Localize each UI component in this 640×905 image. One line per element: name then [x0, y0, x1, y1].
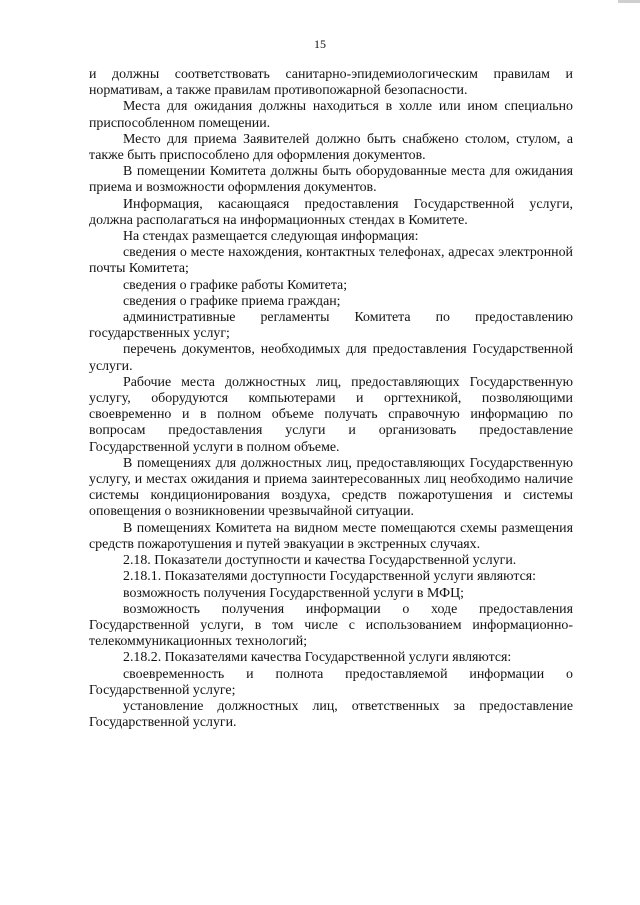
list-item: возможность получения информации о ходе предоставления Государственной услуги, в том числе с использованием информационно-телекоммуникационных технологий;: [89, 601, 573, 650]
paragraph: В помещениях Комитета на видном месте помещаются схемы размещения средств пожаротушения и путей эвакуации в экстренных случаях.: [89, 520, 573, 552]
paragraph: В помещениях для должностных лиц, предоставляющих Государственную услугу, и местах ожидания и приема заинтересованных лиц необходимо наличие системы кондиционирования воздуха, средств пожаротушения и системы оповещения о возникновении чрезвычайной ситуации.: [89, 455, 573, 520]
list-item: возможность получения Государственной услуги в МФЦ;: [123, 585, 464, 601]
subsection-heading: 2.18.2. Показателями качества Государственной услуги являются:: [123, 650, 512, 666]
list-item: сведения о месте нахождения, контактных телефонах, адресах электронной почты Комитета;: [89, 245, 573, 277]
paragraph: Места для ожидания должны находиться в холле или ином специально приспособленном помещении.: [89, 99, 573, 131]
list-item: сведения о графике приема граждан;: [123, 293, 341, 309]
paragraph: Информация, касающаяся предоставления Государственной услуги, должна располагаться на информационных стендах в Комитете.: [89, 196, 573, 228]
list-item: установление должностных лиц, ответственных за предоставление Государственной услуги.: [89, 698, 573, 731]
scan-edge-mark: [618, 0, 640, 3]
paragraph: Рабочие места должностных лиц, предоставляющих Государственную услугу, оборудуются компьютерами и оргтехникой, позволяющими своевременно и в полном объеме получать справочную информацию по вопросам предоставления услуги и организовать предоставление Государственной услуги в полном объеме.: [89, 374, 573, 455]
paragraph: Место для приема Заявителей должно быть снабжено столом, стулом, а также быть приспособлено для оформления документов.: [89, 131, 573, 164]
paragraph: и должны соответствовать санитарно-эпидемиологическим правилам и нормативам, а также правилам противопожарной безопасности.: [89, 67, 573, 99]
list-item: своевременность и полнота предоставляемой информации о Государственной услуге;: [89, 666, 573, 698]
paragraph: В помещении Комитета должны быть оборудованные места для ожидания приема и возможности оформления документов.: [89, 164, 573, 196]
document-body: [89, 67, 573, 731]
subsection-heading: 2.18.1. Показателями доступности Государственной услуги являются:: [123, 569, 537, 585]
list-item: сведения о графике работы Комитета;: [123, 277, 348, 293]
section-heading: 2.18. Показатели доступности и качества Государственной услуги.: [123, 553, 517, 569]
list-item: перечень документов, необходимых для предоставления Государственной услуги.: [89, 342, 573, 374]
page-number: 15: [314, 37, 326, 51]
list-item: административные регламенты Комитета по предоставлению государственных услуг;: [89, 310, 573, 342]
paragraph: На стендах размещается следующая информация:: [123, 229, 419, 245]
